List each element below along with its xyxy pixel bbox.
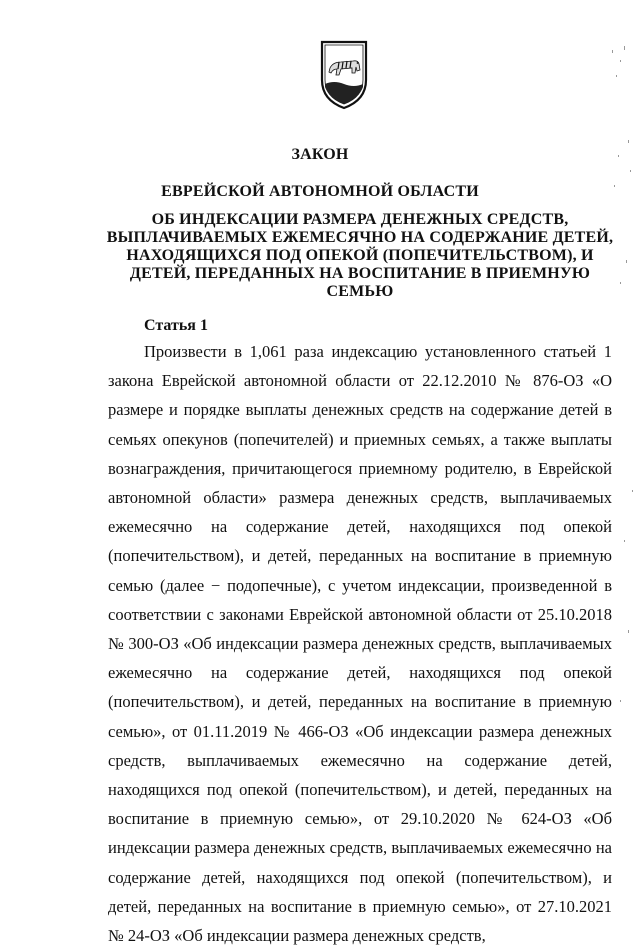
article-heading: Статья 1 xyxy=(144,317,208,334)
document-type-heading: ЗАКОН xyxy=(291,146,349,163)
coat-of-arms-icon xyxy=(319,40,369,110)
region-heading: ЕВРЕЙСКОЙ АВТОНОМНОЙ ОБЛАСТИ xyxy=(161,183,479,200)
article-body: Произвести в 1,061 раза индексацию установленного статьей 1 закона Еврейской автономной области от 22.12.2010 № 876-ОЗ «О размере и порядке выплаты денежных средств на содержание детей в семьях опекунов (попечителей) и приемных семьях, а также выплаты вознаграждения, причитающегося приемному родителю, в Еврейской автономной области» размера денежных средств, выплачиваемых ежемесячно на содержание детей, находящихся под опекой (попечительством), и детей, переданных на воспитание в приемную семью (далее − подопечные), с учетом индексации, произведенной в соответствии с законами Еврейской автономной области от 25.10.2018 № 300-ОЗ «Об индексации размера денежных средств, выплачиваемых ежемесячно на содержание детей, находящихся под опекой (попечительством), и детей, переданных на воспитание в приемную семью», от 01.11.2019 № 466-ОЗ «Об индексации размера денежных средств, выплачиваемых ежемесячно на содержание детей, находящихся под опекой (попечительством), и детей, переданных на воспитание в приемную семью», от 29.10.2020 № 624-ОЗ «Об индексации размера денежных средств, выплачиваемых ежемесячно на содержание детей, находящихся под опекой (попечительством), и детей, переданных на воспитание в приемную семью», от 27.10.2021 № 24-ОЗ «Об индексации размера денежных средств, xyxy=(108,342,612,946)
scan-noise-decoration xyxy=(590,20,640,720)
law-title: ОБ ИНДЕКСАЦИИ РАЗМЕРА ДЕНЕЖНЫХ СРЕДСТВ, ВЫПЛАЧИВАЕМЫХ ЕЖЕМЕСЯЧНО НА СОДЕРЖАНИЕ ДЕТЕЙ, НАХОДЯЩИХСЯ ПОД ОПЕКОЙ (ПОПЕЧИТЕЛЬСТВОМ), И ДЕТЕЙ, ПЕРЕДАННЫХ НА ВОСПИТАНИЕ В ПРИЕМНУЮ СЕМЬЮ xyxy=(106,211,614,300)
